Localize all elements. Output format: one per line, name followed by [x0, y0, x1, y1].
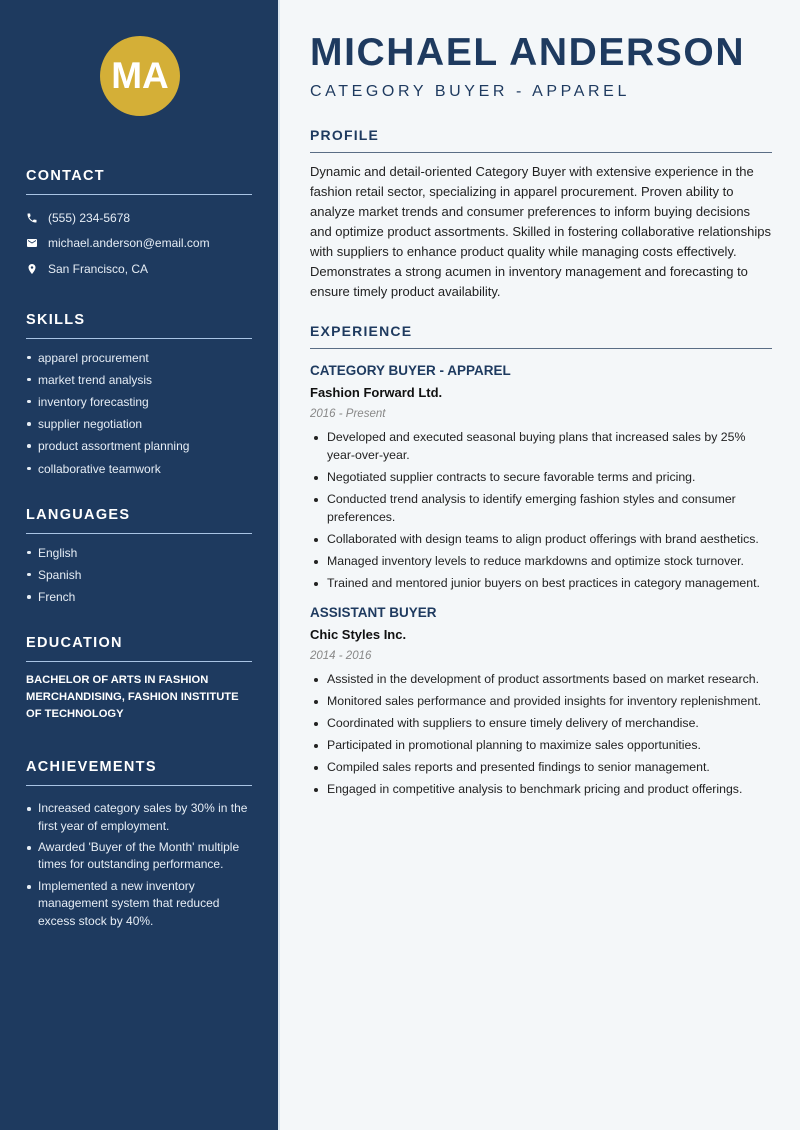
languages-section [26, 507, 252, 609]
profile-section [310, 127, 772, 302]
email-icon [26, 237, 48, 249]
duty-item: Assisted in the development of product assortments based on market research. [310, 671, 772, 689]
achievement-item: Awarded 'Buyer of the Month' multiple times for outstanding performance. [26, 839, 252, 873]
skills-list [26, 347, 252, 480]
job-entry [310, 361, 772, 593]
phone-icon [26, 212, 48, 224]
duty-item: Conducted trend analysis to identify emerging fashion styles and consumer preferences. [310, 491, 772, 527]
location-text: San Francisco, CA [48, 261, 149, 276]
email-text: michael.anderson@email.com [48, 236, 210, 251]
duty-item: Managed inventory levels to reduce markdowns and optimize stock turnover. [310, 553, 772, 571]
contact-heading: CONTACT [26, 168, 252, 195]
duty-item: Participated in promotional planning to maximize sales opportunities. [310, 737, 772, 755]
contact-section [26, 168, 252, 282]
experience-section [310, 323, 772, 799]
phone-text: (555) 234-5678 [48, 210, 131, 225]
skill-item: supplier negotiation [26, 413, 252, 435]
achievement-item: Implemented a new inventory management system that reduced excess stock by 40%. [26, 878, 252, 930]
skill-item: product assortment planning [26, 435, 252, 457]
duty-item: Trained and mentored junior buyers on best practices in category management. [310, 575, 772, 593]
job-duties [310, 429, 772, 593]
skills-section [26, 312, 252, 480]
language-item: English [26, 542, 252, 564]
duty-item: Negotiated supplier contracts to secure favorable terms and pricing. [310, 469, 772, 487]
language-item: Spanish [26, 564, 252, 586]
education-degree: BACHELOR OF ARTS IN FASHION MERCHANDISING, FASHION INSTITUTE OF TECHNOLOGY [26, 674, 239, 721]
job-title: ASSISTANT BUYER [310, 604, 437, 620]
skill-item: market trend analysis [26, 369, 252, 391]
profile-summary: Dynamic and detail-oriented Category Buyer with extensive experience in the fashion retail sector, specializing in apparel procurement. Proven ability to analyze market trends and consumer preferences to inform buying decisions and optimize product assortments. Skilled in fostering collaborative relationships with suppliers to enhance product quality while managing costs effectively. Demonstrates a strong acumen in inventory management and forecasting to ensure timely product availability. [310, 164, 772, 299]
duty-item: Engaged in competitive analysis to benchmark pricing and product offerings. [310, 781, 772, 799]
education-heading: EDUCATION [26, 635, 252, 662]
achievements-heading: ACHIEVEMENTS [26, 759, 252, 786]
languages-list [26, 542, 252, 609]
contact-list [26, 205, 252, 282]
language-item: French [26, 586, 252, 608]
achievements-list [26, 800, 252, 929]
main-content [310, 0, 772, 803]
location-pin-icon [26, 263, 48, 275]
skill-item: inventory forecasting [26, 391, 252, 413]
achievements-section [26, 759, 252, 929]
job-entry [310, 603, 772, 799]
job-duties [310, 671, 772, 799]
profile-heading: PROFILE [310, 127, 772, 153]
skill-item: apparel procurement [26, 347, 252, 369]
candidate-name: MICHAEL ANDERSON [310, 31, 746, 74]
duty-item: Monitored sales performance and provided insights for inventory replenishment. [310, 693, 772, 711]
skills-heading: SKILLS [26, 312, 252, 339]
contact-phone [26, 205, 252, 231]
contact-location [26, 256, 252, 282]
company-name: Fashion Forward Ltd. [310, 385, 443, 400]
experience-heading: EXPERIENCE [310, 323, 772, 349]
sidebar [0, 0, 280, 1130]
company-name: Chic Styles Inc. [310, 626, 407, 642]
job-dates: 2016 - Present [310, 408, 386, 420]
avatar-initials: MA [111, 55, 169, 96]
skill-item: collaborative teamwork [26, 458, 252, 480]
education-section [26, 635, 252, 723]
achievement-item: Increased category sales by 30% in the first year of employment. [26, 800, 252, 834]
candidate-role: CATEGORY BUYER - APPAREL [310, 83, 630, 100]
duty-item: Developed and executed seasonal buying plans that increased sales by 25% year-over-year. [310, 429, 772, 465]
contact-email [26, 231, 252, 257]
duty-item: Collaborated with design teams to align product offerings with brand aesthetics. [310, 531, 772, 549]
job-title: CATEGORY BUYER - APPAREL [310, 363, 511, 378]
duty-item: Compiled sales reports and presented findings to senior management. [310, 759, 772, 777]
job-dates: 2014 - 2016 [310, 649, 372, 662]
duty-item: Coordinated with suppliers to ensure timely delivery of merchandise. [310, 715, 772, 733]
avatar [100, 36, 180, 116]
languages-heading: LANGUAGES [26, 507, 252, 534]
